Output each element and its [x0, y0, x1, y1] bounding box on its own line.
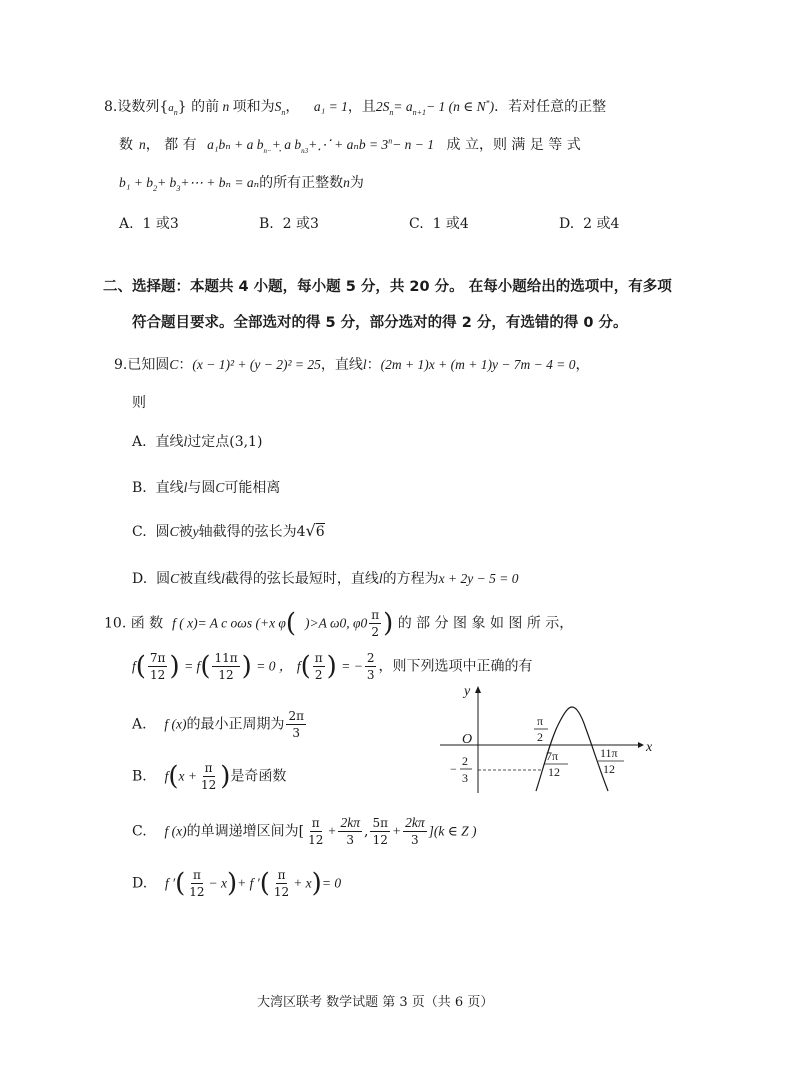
q9-text: 已知圆 [127, 357, 170, 373]
q8-line-2 [119, 134, 581, 155]
frac-den: 12 [372, 833, 388, 847]
right-paren: ) [220, 761, 231, 792]
q9-option-b[interactable] [132, 477, 280, 497]
q8-math: n [389, 107, 394, 117]
q10-number: 10. [104, 615, 127, 632]
frac-num: 2kπ [340, 815, 360, 830]
option-math: x + 2y − 5 = 0 [438, 571, 519, 586]
q8-math: b₁ + b [119, 175, 154, 190]
neg-two-thirds-numerator: 2 [462, 754, 468, 768]
option-math: l [378, 571, 383, 586]
fraction [286, 708, 306, 741]
q8-math: n3 [301, 146, 309, 155]
option-text: 的方程为 [382, 571, 439, 587]
option-math: f (x) [164, 823, 187, 839]
q8-math: n− [263, 146, 272, 155]
section-heading-line-1: 二、选择题：本题共 4 小题，每小题 5 分，共 20 分。 在每小题给出的选项中，有多项 [103, 279, 672, 295]
option-label: A. [119, 216, 134, 232]
q9-option-a[interactable] [132, 431, 262, 451]
option-text: 2 或4 [583, 216, 620, 232]
q8-text: 设数列{ [117, 99, 169, 115]
q9-math: l [362, 357, 367, 372]
frac-den: 3 [292, 726, 301, 740]
frac-num: 7π [149, 651, 166, 665]
frac-den: 3 [411, 833, 419, 847]
q9-text: ： [366, 357, 381, 373]
q10-math: = f [184, 658, 201, 674]
frac-num: 2kπ [405, 815, 425, 830]
q9-math: C [169, 357, 179, 372]
q8-math: 2S [375, 99, 390, 114]
q8-math: − 1 (n ∈ N [426, 99, 486, 114]
right-paren: ) [227, 868, 238, 899]
frac-den: 12 [200, 778, 217, 792]
option-math: l [183, 480, 188, 495]
option-text: , [363, 823, 369, 840]
option-text: 圆 [155, 524, 170, 540]
frac-den: 12 [308, 833, 324, 847]
q8-math: 3 [176, 183, 181, 193]
q10-option-d[interactable] [132, 867, 341, 900]
q10-math: = − [341, 658, 363, 674]
q10-option-b[interactable] [132, 760, 286, 793]
frac-den: 12 [218, 668, 234, 682]
frac-den: 3 [346, 833, 355, 847]
eleven-pi-twelfths-numerator: 11π [600, 746, 618, 760]
q8-text: 项和为 [232, 99, 275, 115]
q10-math: f [132, 658, 136, 674]
fraction [272, 867, 291, 900]
section-heading-line-2: 符合题目要求。全部选对的得 5 分，部分选对的得 2 分，有选错的得 0 分。 [132, 315, 628, 331]
option-text: 1 或4 [432, 216, 469, 232]
seven-pi-twelfths-numerator: 7π [546, 749, 559, 763]
neg-sign: − [450, 762, 457, 776]
q10-math: )>A ω0, φ0 [304, 615, 368, 631]
fraction [338, 815, 362, 848]
q10-text: 函 数 [130, 615, 164, 632]
q8-option-a[interactable] [119, 213, 179, 233]
q8-math: a [168, 102, 174, 114]
q8-math: + b [157, 175, 177, 190]
q9-then: 则 [132, 395, 146, 411]
q10-stem-line-2 [132, 650, 532, 683]
q9-stem [114, 354, 590, 374]
frac-num: π [192, 868, 201, 882]
option-text: 与圆 [187, 480, 216, 496]
option-label: D. [132, 875, 148, 892]
q8-line-1 [104, 96, 606, 117]
frac-den: 12 [150, 668, 166, 682]
q10-stem-line-1 [104, 607, 573, 640]
option-label: A. [132, 716, 147, 733]
q9-number: 9. [114, 357, 128, 373]
q8-math: n [219, 99, 233, 114]
q8-text: ， [285, 99, 300, 115]
option-text: 1 或3 [142, 216, 179, 232]
q9-option-d[interactable] [132, 568, 518, 588]
q8-math: a₁ = 1 [313, 99, 348, 114]
option-math: ](k ∈ Z ) [428, 823, 477, 839]
option-math: + f ′ [237, 875, 260, 891]
option-math: + [327, 823, 337, 839]
fraction [148, 650, 168, 683]
left-paren: ( [135, 651, 146, 682]
option-label: A. [132, 434, 147, 450]
option-text: 是奇函数 [230, 768, 287, 785]
right-paren: ) [383, 608, 394, 639]
left-paren: ( [259, 868, 270, 899]
x-axis-label: x [646, 740, 653, 755]
option-text: 截得的弦长最短时，直线 [224, 571, 379, 587]
q8-math: 2 [153, 183, 158, 193]
option-math: C [170, 571, 180, 586]
q8-math: +⋰ + aₙb = 3 [308, 137, 389, 152]
q8-text: 为 [349, 175, 364, 191]
x-axis-arrow [638, 742, 644, 748]
q8-math: n [139, 137, 146, 152]
option-text: 过定点(3,1) [187, 434, 263, 450]
frac-num: 2π [288, 709, 305, 723]
option-label: C. [409, 216, 424, 232]
q10-math: f [296, 658, 301, 674]
option-text: 直线 [155, 434, 184, 450]
q8-option-b[interactable] [259, 213, 319, 233]
option-math: x + [178, 768, 197, 784]
option-math: l [221, 571, 225, 586]
option-math: f (x) [164, 716, 187, 732]
q9-text: ： [178, 357, 193, 373]
frac-num: 2 [366, 651, 375, 665]
option-text: 可能相离 [224, 480, 281, 496]
frac-den: 3 [366, 668, 375, 682]
q10-math: f ( x)= A c oωs (+x φ [172, 615, 286, 631]
q8-option-d[interactable] [559, 213, 619, 233]
q8-line-3 [119, 172, 364, 193]
sqrt-radicand: 6 [315, 524, 325, 540]
frac-num: π [314, 651, 323, 665]
option-text: 2 或3 [282, 216, 319, 232]
frac-den: 2 [371, 625, 379, 639]
frac-den: 12 [273, 885, 290, 899]
q8-math: n [281, 107, 286, 117]
option-text: 被 [178, 524, 193, 540]
option-math: + x [293, 875, 312, 891]
y-axis-label: y [464, 684, 471, 699]
fraction [403, 815, 427, 848]
q8-math: n [343, 175, 350, 190]
q8-math: n+1 [412, 107, 427, 117]
option-label: B. [259, 216, 274, 232]
option-label: D. [559, 216, 575, 232]
q10-option-a[interactable] [132, 708, 308, 741]
q8-math: ) [489, 99, 495, 114]
origin-label: O [462, 732, 473, 747]
option-math: f ′ [165, 875, 176, 891]
right-paren: ) [169, 651, 180, 682]
option-math: + [391, 823, 402, 839]
option-label: C. [132, 524, 147, 540]
option-label: B. [132, 480, 147, 496]
q10-text: ，则下列选项中正确的有 [378, 658, 533, 675]
option-math: y [192, 524, 199, 539]
q8-math: = a [393, 99, 413, 114]
neg-two-thirds-denominator: 3 [462, 771, 468, 785]
sqrt-sign: √ [305, 521, 316, 540]
frac-num: π [371, 608, 380, 622]
right-paren: ) [311, 868, 322, 899]
option-text: 直线 [155, 480, 184, 496]
left-paren: ( [168, 761, 179, 792]
fraction [212, 650, 239, 683]
frac-num: π [204, 761, 213, 775]
option-text: 的最小正周期为 [186, 716, 285, 733]
q9-math: (x − 1)² + (y − 2)² = 25 [192, 357, 321, 372]
q10-function-graph [440, 683, 655, 798]
option-label: D. [132, 571, 148, 587]
left-paren: ( [175, 868, 186, 899]
q8-text: ， 都 有 [145, 137, 197, 153]
q8-number: 8. [104, 99, 118, 115]
fraction [306, 815, 325, 848]
q10-math: = 0 ， [256, 658, 293, 674]
option-label: C. [132, 823, 147, 840]
option-math: − x [208, 875, 228, 891]
q9-text: ， [575, 357, 590, 373]
q8-text: 的所有正整数 [259, 175, 344, 191]
q8-text: } 的前 [177, 99, 220, 115]
q8-option-c[interactable] [409, 213, 469, 233]
option-text: 圆 [156, 571, 171, 587]
q8-text: 数 [119, 137, 133, 153]
q10-option-c[interactable] [132, 815, 476, 848]
option-label: B. [132, 768, 147, 785]
eleven-pi-twelfths-denominator: 12 [603, 762, 615, 776]
q8-text: ．若对任意的正整 [494, 99, 607, 115]
q10-text: 的 部 分 图 象 如 图 所 示， [397, 615, 574, 632]
page-footer: 大湾区联考 数学试题 第 3 页（共 6 页） [257, 995, 494, 1010]
fraction [369, 607, 381, 640]
q8-math: − n − 1 [392, 137, 435, 152]
q8-math: n [173, 107, 178, 117]
option-math: = 0 [321, 875, 342, 891]
option-text: 轴截得的弦长为4 [198, 524, 306, 540]
frac-den: 2 [314, 668, 323, 682]
option-text: 被直线 [179, 571, 222, 587]
option-text: 的单调递增区间为[ [186, 823, 305, 840]
q8-math: S [274, 99, 282, 114]
option-math: f [164, 768, 169, 784]
fraction [365, 650, 377, 683]
q8-math: +⋯ + bₙ = aₙ [180, 175, 260, 190]
right-paren: ) [241, 651, 252, 682]
q8-text: ，且 [347, 99, 376, 115]
fraction [313, 650, 325, 683]
q9-text: ，直线 [320, 357, 363, 373]
q8-text: 成 立，则 满 足 等 式 [446, 137, 581, 153]
left-paren: ( [285, 608, 297, 639]
fraction [199, 760, 218, 793]
seven-pi-twelfths-denominator: 12 [548, 765, 560, 779]
option-math: C [215, 480, 225, 495]
q9-option-c[interactable] [132, 521, 325, 541]
left-paren: ( [300, 651, 311, 682]
q9-math: (2m + 1)x + (m + 1)y − 7m − 4 = 0 [380, 357, 576, 372]
q8-math: a₁bₙ + a b [207, 137, 264, 152]
left-paren: ( [200, 651, 211, 682]
fraction [370, 815, 390, 848]
option-math: l [183, 434, 188, 449]
fraction [187, 867, 206, 900]
right-paren: ) [326, 651, 337, 682]
frac-num: 11π [214, 651, 238, 665]
frac-num: π [277, 868, 286, 882]
half-pi-denominator: 2 [537, 730, 543, 744]
half-pi-numerator: π [537, 714, 544, 728]
frac-num: π [311, 816, 320, 830]
frac-num: 5π [372, 816, 388, 830]
frac-den: 12 [189, 885, 205, 899]
q8-math: n [388, 136, 393, 146]
option-math: C [169, 524, 179, 539]
q8-math: +̣ a b [271, 137, 302, 152]
q8-math: * [485, 98, 490, 108]
y-axis-arrow [475, 686, 481, 693]
